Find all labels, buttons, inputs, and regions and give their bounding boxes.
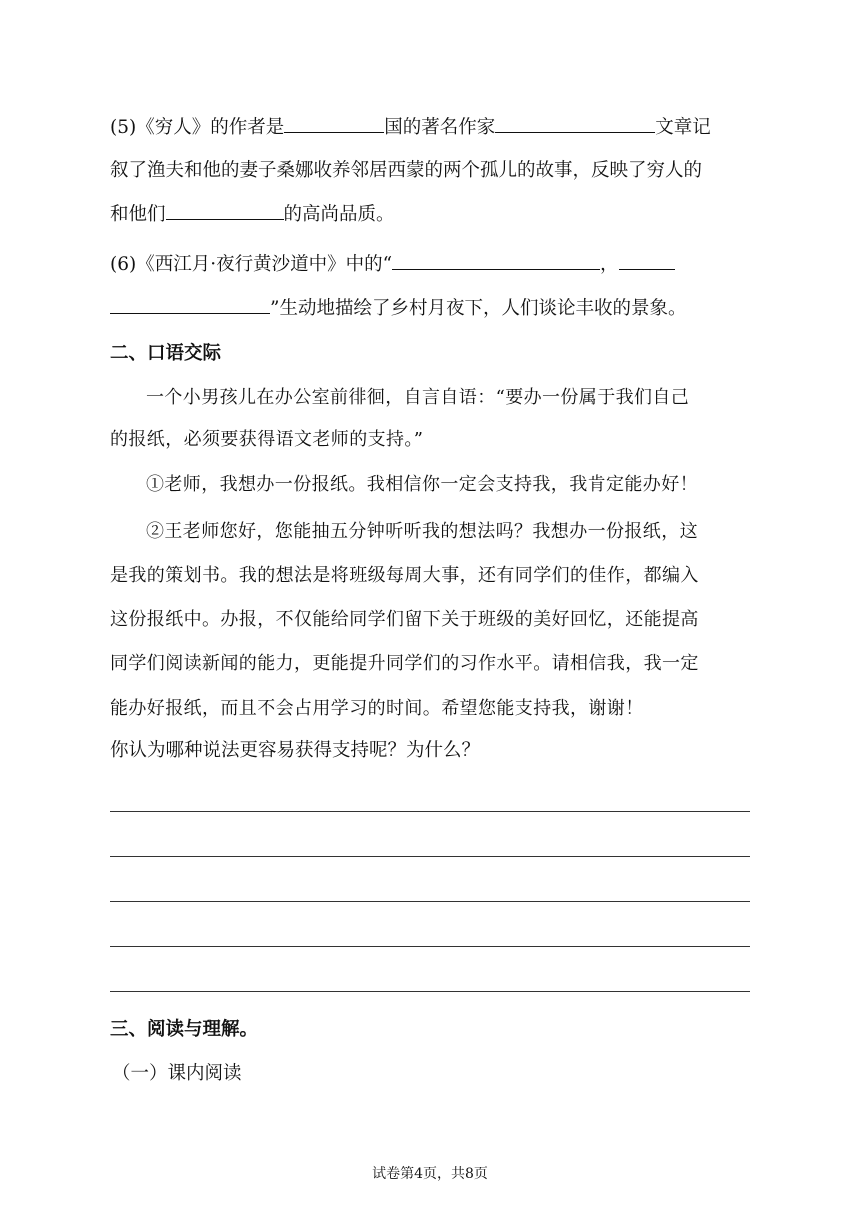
- q5-text-a: (5)《穷人》的作者是: [110, 117, 285, 138]
- q6-blank-1[interactable]: [392, 251, 600, 270]
- answer-line-4[interactable]: [110, 946, 750, 947]
- q5-blank-author[interactable]: [495, 114, 655, 133]
- q5-blank-quality[interactable]: [166, 201, 284, 220]
- page-footer: 试卷第4页，共8页: [372, 1166, 488, 1182]
- option-2-line-2: 是我的策划书。我的想法是将班级每周大事，还有同学们的佳作，都编入: [110, 565, 699, 586]
- q6-blank-2a[interactable]: [619, 251, 675, 270]
- option-2-line-4: 同学们阅读新闻的能力，更能提升同学们的习作水平。请相信我，我一定: [110, 653, 699, 674]
- q5-blank-country[interactable]: [284, 114, 384, 133]
- q5-text-c: 文章记: [655, 117, 711, 138]
- q5-line-3: [110, 201, 395, 229]
- section-2-question: 你认为哪种说法更容易获得支持呢？为什么？: [110, 740, 481, 761]
- answer-line-3[interactable]: [110, 901, 750, 902]
- section-3-title: 三、阅读与理解。: [110, 1019, 259, 1040]
- section-2-intro-line-2: 的报纸，必须要获得语文老师的支持。”: [110, 429, 424, 450]
- option-2-line-5: 能办好报纸，而且不会占用学习的时间。希望您能支持我，谢谢！: [110, 698, 644, 719]
- answer-line-2[interactable]: [110, 856, 750, 857]
- q5-line-1: [110, 114, 711, 142]
- q5-text-e: 的高尚品质。: [283, 204, 395, 225]
- q6-text-b: ，: [600, 254, 619, 275]
- q6-text-a: (6)《西江月·夜行黄沙道中》中的“: [110, 254, 393, 275]
- q6-line-2: [110, 295, 686, 323]
- answer-line-1[interactable]: [110, 811, 750, 812]
- q6-line-1: [110, 251, 675, 279]
- q6-text-c: ”生动地描绘了乡村月夜下，人们谈论丰收的景象。: [270, 298, 687, 319]
- section-3-subtitle: （一）课内阅读: [112, 1063, 242, 1084]
- option-2-line-1: ②王老师您好，您能抽五分钟听听我的想法吗？我想办一份报纸，这: [146, 521, 698, 542]
- section-2-title: 二、口语交际: [110, 343, 222, 364]
- q5-text-d: 和他们: [110, 204, 166, 225]
- q6-blank-2b[interactable]: [110, 295, 270, 314]
- option-2-line-3: 这份报纸中。办报，不仅能给同学们留下关于班级的美好回忆，还能提高: [110, 609, 699, 630]
- q5-line-2: 叙了渔夫和他的妻子桑娜收养邻居西蒙的两个孤儿的故事，反映了穷人的: [110, 160, 703, 181]
- q5-text-b: 国的著名作家: [384, 117, 496, 138]
- option-1: ①老师，我想办一份报纸。我相信你一定会支持我，我肯定能办好！: [146, 474, 698, 495]
- answer-line-5[interactable]: [110, 991, 750, 992]
- section-2-intro-line-1: 一个小男孩儿在办公室前徘徊，自言自语：“要办一份属于我们自己: [146, 387, 690, 408]
